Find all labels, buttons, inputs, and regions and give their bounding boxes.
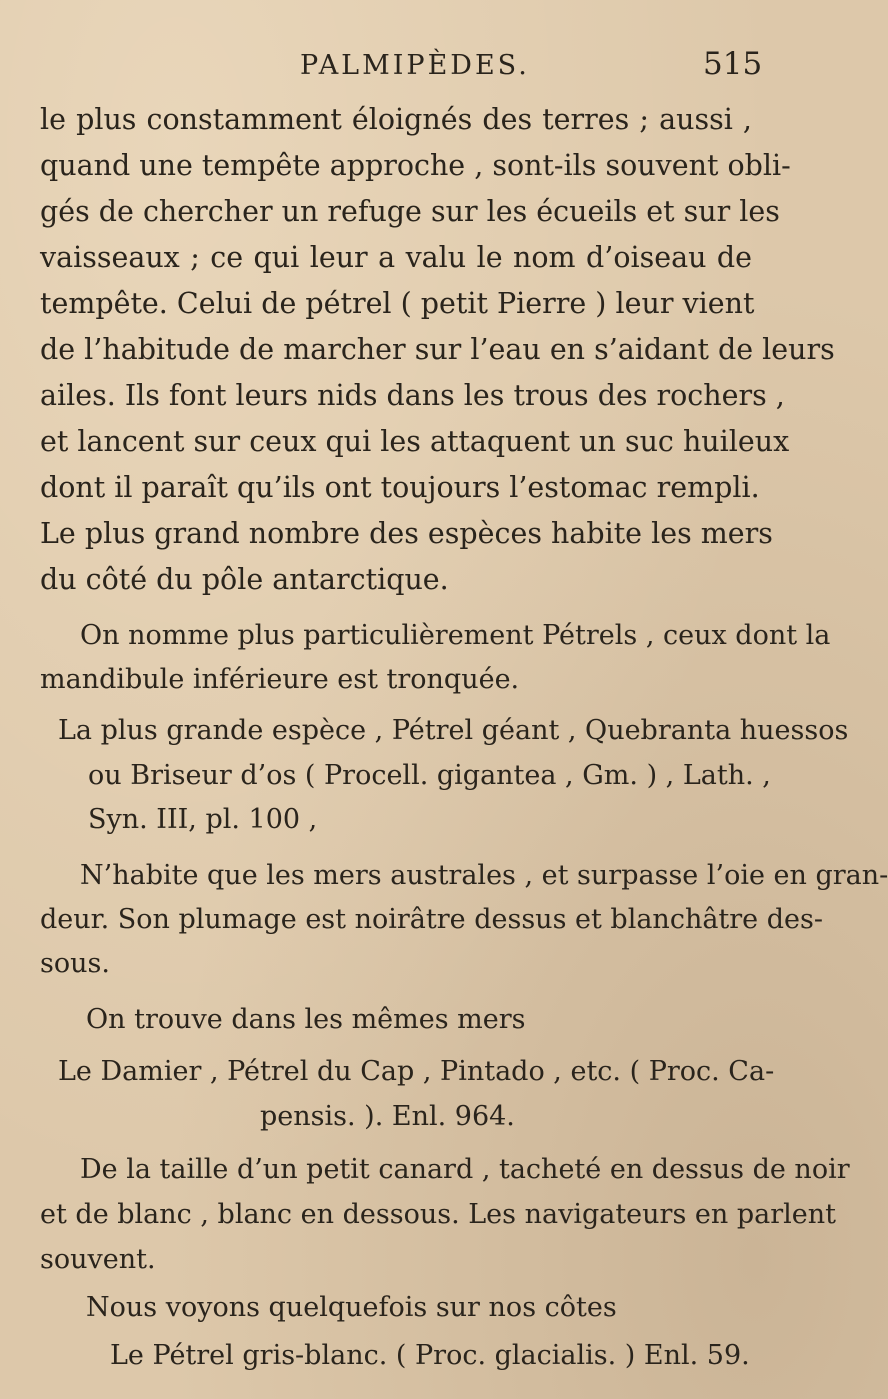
text-line: vaisseaux ; ce qui leur a valu le nom d’oiseau de xyxy=(40,241,752,274)
species-heading: La plus grande espèce , Pétrel géant , Quebranta huessos xyxy=(58,715,849,746)
text-line: On nomme plus particulièrement Pétrels , ceux dont la xyxy=(80,620,831,651)
text-line: mandibule inférieure est tronquée. xyxy=(40,664,520,695)
text-line: sous. xyxy=(40,948,110,979)
text-line: De la taille d’un petit canard , tacheté en dessus de noir xyxy=(80,1154,850,1185)
text-line: de l’habitude de marcher sur l’eau en s’aidant de leurs xyxy=(40,333,835,366)
species-heading: Le Pétrel gris-blanc. ( Proc. glacialis. ) Enl. 59. xyxy=(110,1340,750,1371)
text-line: souvent. xyxy=(40,1244,156,1275)
species-heading: Le Damier , Pétrel du Cap , Pintado , etc. ( Proc. Ca- xyxy=(58,1056,775,1087)
text-line: et lancent sur ceux qui les attaquent un suc huileux xyxy=(40,425,790,458)
text-line: gés de chercher un refuge sur les écueils et sur les xyxy=(40,195,780,228)
text-line: dont il paraît qu’ils ont toujours l’estomac rempli. xyxy=(40,471,760,504)
species-heading: Syn. III, pl. 100 , xyxy=(88,804,318,835)
text-line: du côté du pôle antarctique. xyxy=(40,563,449,596)
text-line: On trouve dans les mêmes mers xyxy=(86,1004,526,1035)
text-line: le plus constamment éloignés des terres ; aussi , xyxy=(40,103,752,136)
species-heading: ou Briseur d’os ( Procell. gigantea , Gm. ) , Lath. , xyxy=(88,760,771,791)
page-header xyxy=(0,46,800,94)
text-line: Le plus grand nombre des espèces habite les mers xyxy=(40,517,773,550)
text-line: deur. Son plumage est noirâtre dessus et blanchâtre des- xyxy=(40,904,823,935)
running-title: PALMIPÈDES. xyxy=(300,50,530,81)
text-line: et de blanc , blanc en dessous. Les navigateurs en parlent xyxy=(40,1199,836,1230)
text-line: ailes. Ils font leurs nids dans les trous des rochers , xyxy=(40,379,785,412)
text-line: Nous voyons quelquefois sur nos côtes xyxy=(86,1292,617,1323)
text-line: quand une tempête approche , sont-ils souvent obli- xyxy=(40,149,791,182)
species-heading: pensis. ). Enl. 964. xyxy=(260,1101,515,1132)
text-line: N’habite que les mers australes , et surpasse l’oie en gran- xyxy=(80,860,888,891)
text-line: tempête. Celui de pétrel ( petit Pierre ) leur vient xyxy=(40,287,755,320)
page-number: 515 xyxy=(703,46,763,82)
